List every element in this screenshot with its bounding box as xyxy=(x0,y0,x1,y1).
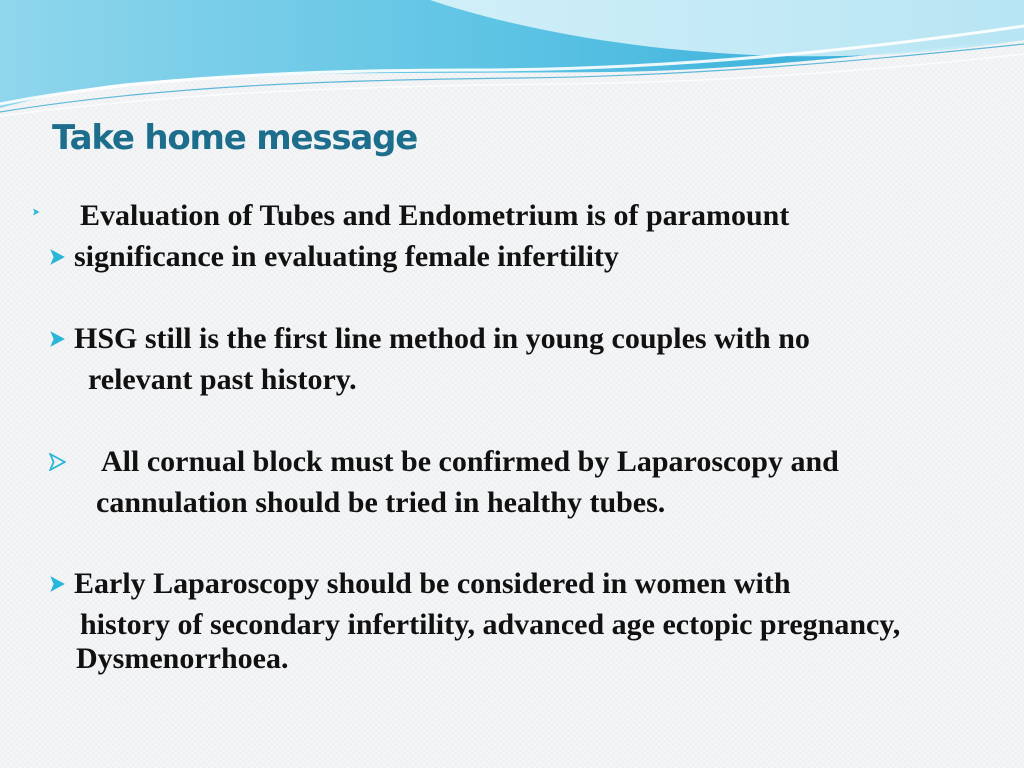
arrow-bullet-icon xyxy=(48,575,66,593)
bullet-1-line-1: Evaluation of Tubes and Endometrium is of paramount xyxy=(80,199,790,232)
bullet-4-line-1: Early Laparoscopy should be considered in women with xyxy=(74,567,791,600)
arrow-bullet-icon xyxy=(48,453,66,471)
arrow-bullet-icon xyxy=(48,248,66,266)
wave-header-decoration xyxy=(0,0,1024,120)
bullet-2-line-2: relevant past history. xyxy=(88,363,357,396)
arrow-bullet-icon xyxy=(32,208,40,216)
bullet-3-line-1: All cornual block must be confirmed by Laparoscopy and xyxy=(101,445,839,478)
bullet-4-line-3: Dysmenorrhoea. xyxy=(76,642,289,675)
slide-title: Take home message xyxy=(52,118,418,158)
bullet-4-line-2: history of secondary infertility, advanced age ectopic pregnancy, xyxy=(80,608,901,641)
bullet-3-line-2: cannulation should be tried in healthy tubes. xyxy=(96,486,666,519)
arrow-bullet-icon xyxy=(48,330,66,348)
bullet-1-line-2: significance in evaluating female infertility xyxy=(74,240,619,273)
bullet-2-line-1: HSG still is the first line method in young couples with no xyxy=(74,322,810,355)
